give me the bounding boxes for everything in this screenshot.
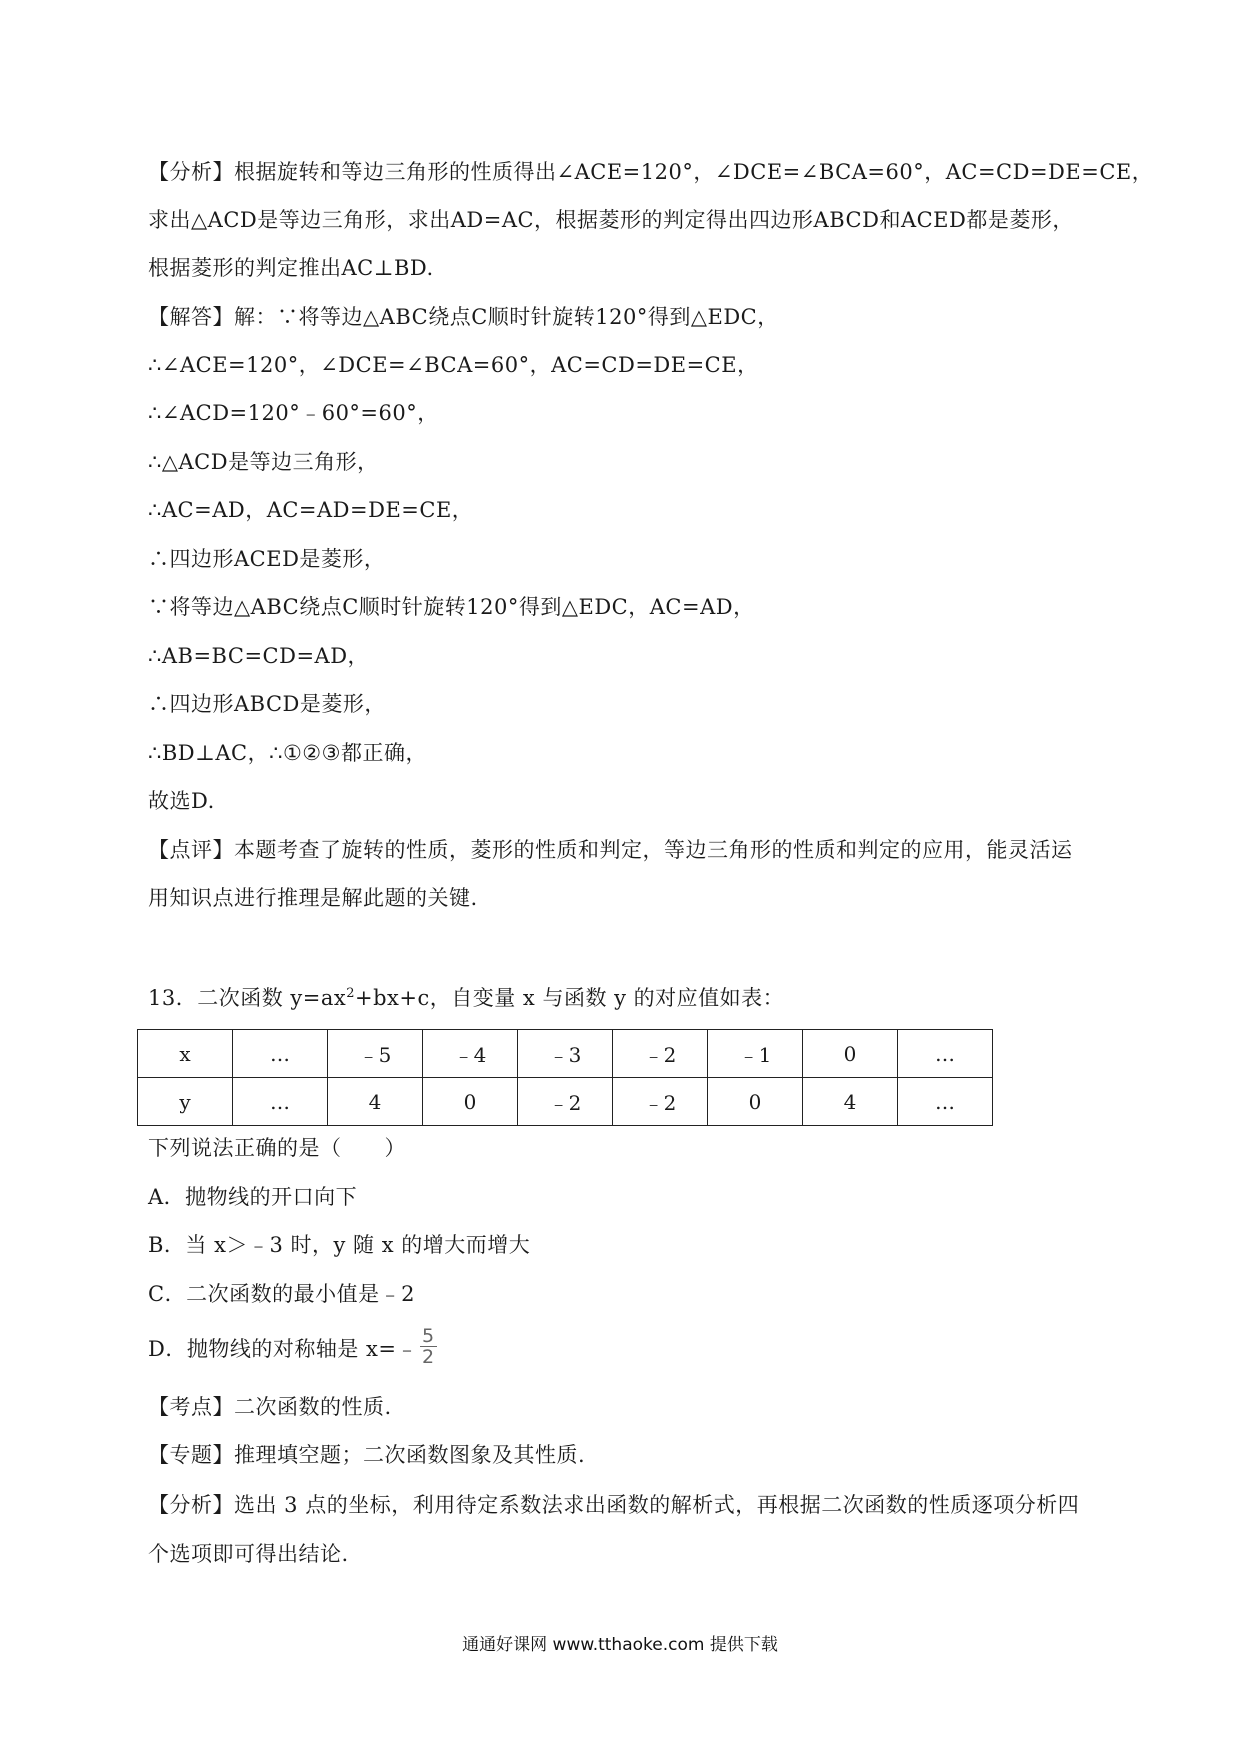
answer-line-6: ∴四边形ACED是菱形， xyxy=(148,547,386,571)
table-cell: 0 xyxy=(803,1030,898,1078)
analysis-line-1: 【分析】根据旋转和等边三角形的性质得出∠ACE=120°，∠DCE=∠BCA=60°，AC=CD=DE=CE， xyxy=(148,160,1154,184)
table-cell: y xyxy=(138,1078,233,1126)
fraction-five-halves xyxy=(420,1326,437,1367)
answer-line-11: 故选D. xyxy=(148,789,215,813)
table-cell: … xyxy=(898,1030,993,1078)
table-cell: 0 xyxy=(708,1078,803,1126)
table-cell: … xyxy=(233,1078,328,1126)
page-footer: 通通好课网 www.tthaoke.com 提供下载 xyxy=(462,1635,778,1655)
option-b: B．当 x＞﹣3 时，y 随 x 的增大而增大 xyxy=(148,1233,531,1257)
answer-line-4: ∴△ACD是等边三角形， xyxy=(148,450,379,474)
question-prompt: 下列说法正确的是（ ） xyxy=(148,1136,406,1160)
table-cell: x xyxy=(138,1030,233,1078)
table-cell: … xyxy=(233,1030,328,1078)
analysis-line-3: 根据菱形的判定推出AC⊥BD. xyxy=(148,256,434,280)
table-cell: ﹣2 xyxy=(613,1078,708,1126)
table-row-y xyxy=(138,1078,993,1126)
zhuanti-line: 【专题】推理填空题；二次函数图象及其性质. xyxy=(148,1443,586,1467)
answer-line-3: ∴∠ACD=120°﹣60°=60°， xyxy=(148,401,439,425)
table-cell: 0 xyxy=(423,1078,518,1126)
comment-line-1: 【点评】本题考查了旋转的性质，菱形的性质和判定，等边三角形的性质和判定的应用，能灵活运 xyxy=(148,838,1073,862)
comment-line-2: 用知识点进行推理是解此题的关键. xyxy=(148,886,478,910)
table-cell: 4 xyxy=(803,1078,898,1126)
answer-line-9: ∴四边形ABCD是菱形， xyxy=(148,692,386,716)
table-cell: 4 xyxy=(328,1078,423,1126)
fenxi-line-1: 【分析】选出 3 点的坐标，利用待定系数法求出函数的解析式，再根据二次函数的性质逐项分析四 xyxy=(148,1493,1080,1517)
option-d xyxy=(148,1325,1108,1371)
table-cell: … xyxy=(898,1078,993,1126)
fraction-denominator: 2 xyxy=(421,1346,435,1368)
option-c: C．二次函数的最小值是﹣2 xyxy=(148,1282,415,1306)
table-cell: ﹣2 xyxy=(518,1078,613,1126)
answer-line-8: ∴AB=BC=CD=AD， xyxy=(148,644,370,668)
answer-line-5: ∴AC=AD，AC=AD=DE=CE， xyxy=(148,498,474,522)
table-cell: ﹣4 xyxy=(423,1030,518,1078)
question-13-stem xyxy=(148,983,1108,1013)
option-d-text: D．抛物线的对称轴是 x=﹣ xyxy=(148,1337,418,1361)
fraction-numerator: 5 xyxy=(421,1325,435,1347)
stem-part-b: +bx+c，自变量 x 与函数 y 的对应值如表： xyxy=(355,986,785,1010)
fenxi-line-2: 个选项即可得出结论. xyxy=(148,1542,349,1566)
answer-line-1: 【解答】解：∵将等边△ABC绕点C顺时针旋转120°得到△EDC， xyxy=(148,305,779,329)
analysis-line-2: 求出△ACD是等边三角形，求出AD=AC，根据菱形的判定得出四边形ABCD和ACED都是菱形， xyxy=(148,208,1074,232)
answer-line-7: ∵将等边△ABC绕点C顺时针旋转120°得到△EDC，AC=AD， xyxy=(148,595,755,619)
table-row-x xyxy=(138,1030,993,1078)
table-cell: ﹣5 xyxy=(328,1030,423,1078)
table-cell: ﹣2 xyxy=(613,1030,708,1078)
kaodian-line: 【考点】二次函数的性质. xyxy=(148,1395,392,1419)
table-cell: ﹣3 xyxy=(518,1030,613,1078)
stem-part-a: 13．二次函数 y=ax xyxy=(148,986,347,1010)
option-a: A．抛物线的开口向下 xyxy=(148,1185,358,1209)
exponent: 2 xyxy=(346,986,356,1001)
answer-line-2: ∴∠ACE=120°，∠DCE=∠BCA=60°，AC=CD=DE=CE， xyxy=(148,353,759,377)
value-table xyxy=(137,1029,993,1126)
table-cell: ﹣1 xyxy=(708,1030,803,1078)
answer-line-10: ∴BD⊥AC，∴①②③都正确， xyxy=(148,741,427,765)
